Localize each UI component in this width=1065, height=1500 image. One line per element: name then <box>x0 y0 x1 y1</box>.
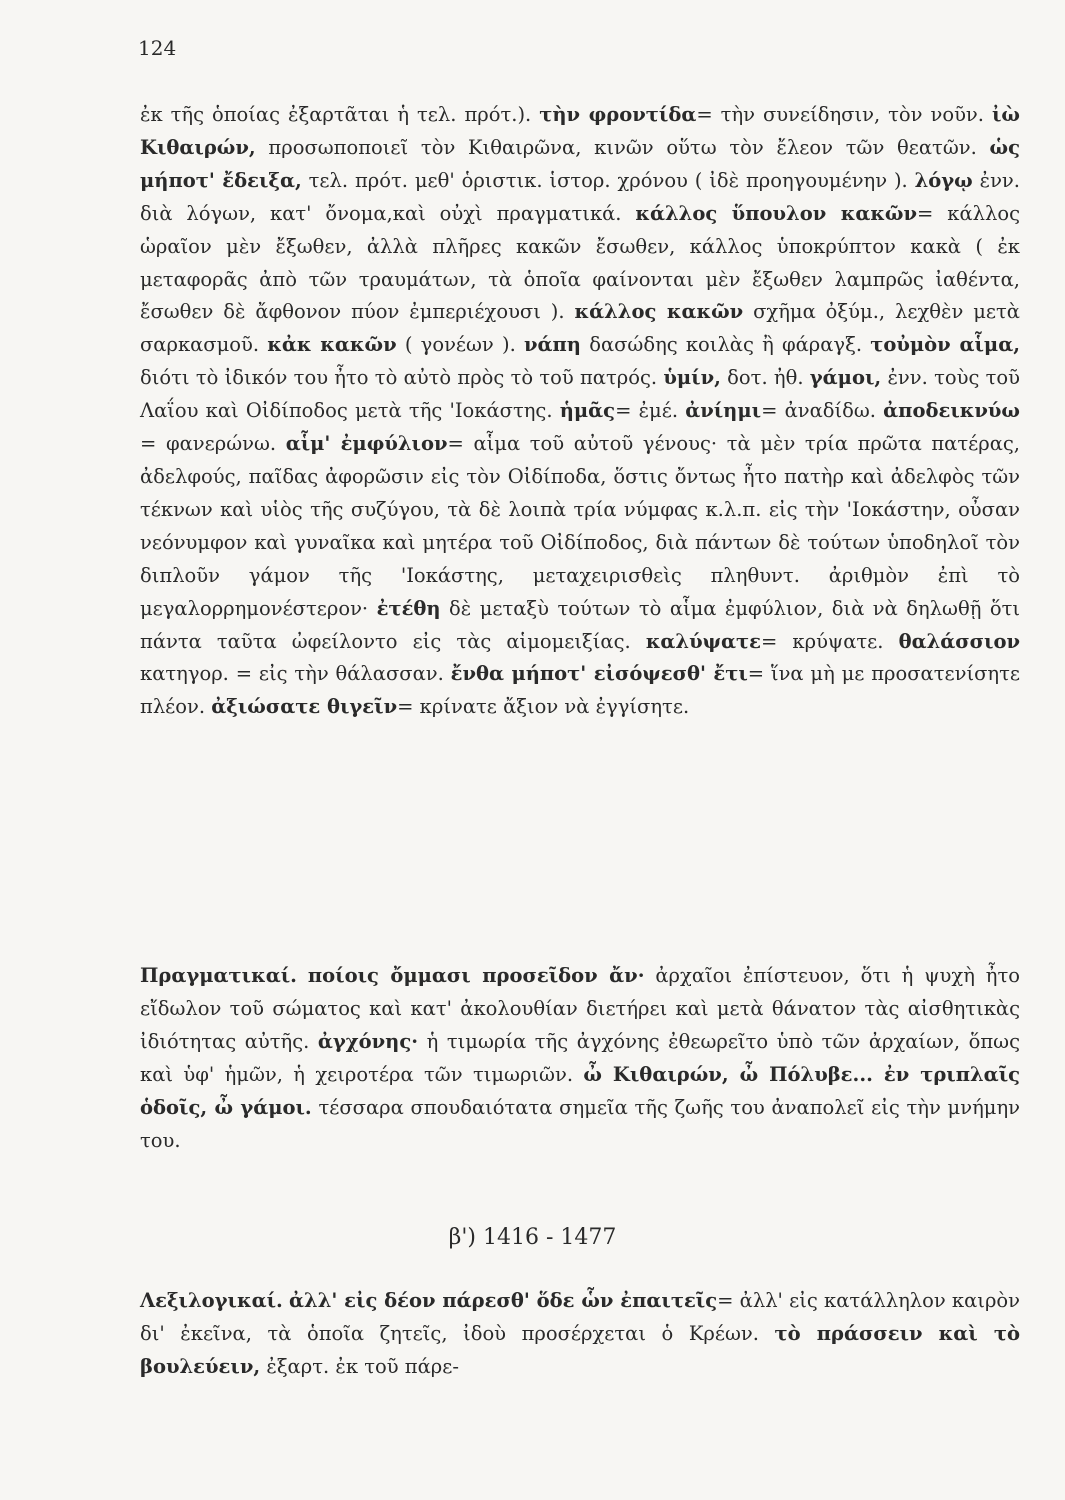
text-run: κατηγορ. = εἰς τὴν θάλασσαν. <box>140 662 451 686</box>
section-label: Λεξιλογικαί. <box>140 1289 283 1312</box>
text-run: δοτ. ἠθ. <box>720 366 810 390</box>
lemma: ἀποδεικνύω <box>883 399 1020 423</box>
text-run: προσωποποιεῖ τὸν Κιθαιρῶνα, κινῶν οὕτω τὸν ἔλεον τῶν θεατῶν. <box>255 135 990 159</box>
text-run: δασώδης κοιλὰς ἢ φάραγξ. <box>581 333 871 357</box>
section-label: Πραγματικαί. <box>140 964 297 987</box>
lemma: ἔνθα μήποτ' εἰσόψεσθ' ἔτι <box>450 662 748 686</box>
lemma: ἀλλ' εἰς δέον πάρεσθ' ὅδε ὧν ἐπαιτεῖς <box>289 1289 718 1312</box>
lemma: κάλλος κακῶν <box>574 300 744 324</box>
text-run: ἐκ τῆς ὁποίας ἐξαρτᾶται ἡ τελ. πρότ.). <box>140 103 540 126</box>
text-run: = τὴν συνείδησιν, τὸν νοῦν. <box>696 103 992 126</box>
text-run: διότι τὸ ἰδικόν του ἦτο τὸ αὐτὸ πρὸς τὸ τοῦ πατρός. <box>140 366 664 390</box>
text-run: = φανερώνω. <box>140 432 286 456</box>
lemma: αἷμ' ἐμφύλιον <box>285 432 448 456</box>
lemma: ἐτέθη <box>376 596 441 620</box>
lemma: λόγῳ <box>914 168 973 192</box>
lemma: νάπη <box>524 333 581 357</box>
commentary-paragraph-3 <box>140 1285 1020 1384</box>
text-run: ἐνν. διὰ λόγων, κατ' ὄνομα,καὶ οὐχὶ πραγματικά. <box>140 168 1020 225</box>
lemma: καλύψατε <box>645 629 761 653</box>
text-run: ἐνν. τοὺς τοῦ Λαΐου καὶ Οἰδίποδος μετὰ τῆς 'Ιοκάστης. <box>140 366 1021 423</box>
lemma: ὦ Κιθαιρών, ὦ Πόλυβε... ἐν τριπλαῖς ὁδοῖς, ὦ γάμοι. <box>140 1062 1020 1119</box>
text-run: = κρύψατε. <box>760 629 899 653</box>
text-run: = ἀναδίδω. <box>761 399 884 423</box>
text-run <box>297 964 308 987</box>
lemma: γάμοι, <box>809 366 882 390</box>
lemma: θαλάσσιον <box>898 629 1020 653</box>
text-run: = ἐμέ. <box>615 399 686 423</box>
text-run: = αἷμα τοῦ αὐτοῦ γένους· τὰ μὲν τρία πρῶτα πατέρας, ἀδελφούς, παῖδας ἀφορῶσιν εἰς τὸν Οἰδίποδα, ὅστις ὄντως ἦτο πατὴρ καὶ ἀδελφὸς τῶν τέκνων καὶ υἱὸς τῆς συζύγου, τὰ δὲ λοιπὰ τρία νύμφας κ.λ.π. εἰς τὴν 'Ιοκάστην, οὖσαν νεόνυμφον καὶ γυναῖκα καὶ μητέρα τοῦ Οἰδίποδος, διὰ πάντων δὲ τούτων ὑποδηλοῖ τὸν διπλοῦν γάμον τῆς 'Ιοκάστης, μεταχειρισθεὶς πληθυντ. ἀριθμὸν ἐπὶ τὸ μεγαλορρημονέστερον· <box>140 432 1020 620</box>
lemma: τοὐμὸν αἷμα, <box>870 333 1021 357</box>
lemma: τὸ πράσσειν καὶ τὸ βουλεύειν, <box>140 1321 1021 1378</box>
lemma: ἀγχόνης· <box>317 1029 419 1053</box>
commentary-paragraph-1 <box>140 99 1020 724</box>
text-run: δὲ μεταξὺ τούτων τὸ αἷμα ἐμφύλιον, διὰ νὰ δηλωθῇ ὅτι πάντα ταῦτα ὠφείλοντο εἰς τὰς αἱμομειξίας. <box>140 596 1021 653</box>
lemma: τὴν φροντίδα <box>539 103 697 126</box>
text-run: ( γονέων ). <box>396 333 524 357</box>
section-heading: β') 1416 - 1477 <box>448 1225 617 1250</box>
text-run: = κάλλος ὡραῖον μὲν ἔξωθεν, ἀλλὰ πλῆρες κακῶν ἔσωθεν, κάλλος ὑποκρύπτον κακὰ ( ἐκ μεταφορᾶς ἀπὸ τῶν τραυμάτων, τὰ ὁποῖα φαίνονται μὲν ἔξωθεν λαμπρῶς ἰαθέντα, ἔσωθεν δὲ ἄφθονον πύον ἐμπεριέχουσι ). <box>140 201 1020 324</box>
lemma: ἡμᾶς <box>559 399 616 423</box>
text-run: ἐξαρτ. ἐκ τοῦ πάρε- <box>260 1354 459 1378</box>
lemma: κἀκ κακῶν <box>267 333 397 357</box>
text-run: = κρίνατε ἄξιον νὰ ἐγγίσητε. <box>397 695 690 719</box>
text-run: ἡ τιμωρία τῆς ἀγχόνης ἐθεωρεῖτο ὑπὸ τῶν ἀρχαίων, ὅπως καὶ ὑφ' ἡμῶν, ἡ χειροτέρα τῶν τιμωριῶν. <box>140 1029 1020 1086</box>
text-run: σχῆμα ὀξύμ., λεχθὲν μετὰ σαρκασμοῦ. <box>140 300 1020 357</box>
text-run: τελ. πρότ. μεθ' ὁριστικ. ἱστορ. χρόνου ( ἰδὲ προηγουμένην ). <box>301 168 915 192</box>
lemma: ποίοις ὄμμασι προσεῖδον ἄν· <box>307 964 645 987</box>
page-number: 124 <box>138 36 177 60</box>
text-run: τέσσαρα σπουδαιότατα σημεῖα τῆς ζωῆς του ἀναπολεῖ εἰς τὴν μνήμην του. <box>140 1095 1020 1152</box>
text-run: ἀρχαῖοι ἐπίστευον, ὅτι ἡ ψυχὴ ἦτο εἴδωλον τοῦ σώματος καὶ κατ' ἀκολουθίαν διετήρει καὶ μετὰ θάνατον τὰς αἰσθητικὰς ἰδιότητας αὐτῆς. <box>140 964 1020 1053</box>
text-run: = ἀλλ' εἰς κατάλληλον καιρὸν δι' ἐκεῖνα, τὰ ὁποῖα ζητεῖς, ἰδοὺ προσέρχεται ὁ Κρέων. <box>140 1289 1020 1345</box>
lemma: ὑμίν, <box>663 366 721 390</box>
commentary-paragraph-2 <box>140 960 1020 1157</box>
lemma: κάλλος ὕπουλον κακῶν <box>635 201 918 225</box>
lemma: ἰὼ Κιθαιρών, <box>140 103 1020 159</box>
lemma: ὡς μήποτ' ἔδειξα, <box>140 135 1020 192</box>
text-run: = ἵνα μὴ με προσατενίσητε πλέον. <box>140 662 1020 719</box>
lemma: ἀξιώσατε θιγεῖν <box>211 695 398 719</box>
lemma: ἀνίημι <box>685 399 762 423</box>
